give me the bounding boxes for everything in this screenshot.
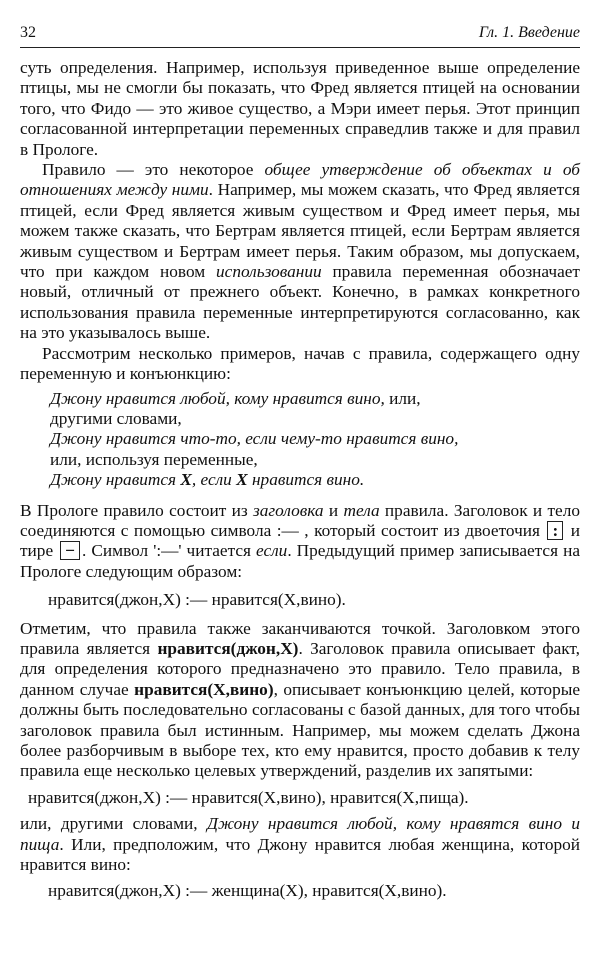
emphasis: общее утверждение об объектах и об отношениях между ними [20, 160, 581, 200]
code-example-2: нравится(джон,X) :— нравится(X,вино), нравится(X,пища). [28, 787, 469, 807]
variable-x: X [236, 470, 248, 490]
paragraph-5 [20, 619, 580, 782]
emphasis: Джону нравится любой, кому нравятся вино и пища [20, 814, 580, 854]
emphasis: если [256, 541, 288, 561]
text: или, другими словами, [20, 814, 207, 834]
text: В Прологе правило состоит из [20, 500, 254, 520]
example-line-5 [20, 470, 580, 490]
text: . Предыдущий пример записывается на Прологе следующим образом: [20, 541, 580, 581]
example-line-3 [20, 429, 580, 449]
example-text: Джону нравится любой, кому нравится вино, [50, 388, 385, 408]
dash-key: − [60, 541, 80, 560]
page-header [20, 24, 580, 46]
emphasis: заголовка [253, 500, 324, 520]
text: . Например, мы можем сказать, что Фред является птицей, если Фред является живым существом и Фред имеет перья, мы можем также сказать, что Бертрам является птицей, если Бертрам является живым существом и Бертрам имеет перья. Таким образом, мы допускаем, что при каждом новом [20, 180, 580, 282]
text: Правило — это некоторое [42, 160, 265, 180]
paragraph-3: Рассмотрим несколько примеров, начав с правила, содержащего одну переменную и конъюнкцию: [20, 343, 580, 384]
running-head: Гл. 1. Введение [478, 24, 580, 41]
text: и тире [20, 520, 580, 561]
example-text: , если [191, 470, 237, 490]
example-text: нравится вино. [247, 470, 365, 490]
code-example-1: нравится(джон,X) :— нравится(X,вино). [48, 590, 346, 610]
example-line-2: другими словами, [50, 408, 182, 428]
example-text: Джону нравится что-то, если чему-то нравится вино, [50, 429, 459, 449]
colon-key: : [547, 521, 563, 540]
emphasis: использовании [216, 262, 322, 282]
text: . Символ ':—' читается [82, 541, 257, 561]
example-line-1 [20, 389, 580, 409]
text: или, [384, 388, 421, 408]
text: правила переменная обозначает новый, отличный от прежнего объект. Конечно, в рамках конкретного использования правила переменные интерпретируются согласованно, как на это указывалось выше. [20, 262, 580, 343]
code-example-3: нравится(джон,X) :— женщина(X), нравится(X,вино). [48, 881, 447, 901]
text: правила. Заголовок и тело соединяются с помощью символа :— , который состоит из двоеточия [20, 500, 580, 540]
example-text: Джону нравится [50, 470, 181, 490]
page-content [20, 58, 580, 902]
example-line-4: или, используя переменные, [50, 449, 258, 469]
page-number: 32 [20, 24, 36, 41]
bold-term: нравится(джон,X) [157, 638, 299, 658]
text: . Заголовок правила описывает факт, для определения которого предназначено это правило. Тело правила, в данном случае [20, 638, 580, 699]
variable-x: X [180, 470, 192, 490]
paragraph-1: суть определения. Например, используя приведенное выше определение птицы, мы не смогли бы показать, что Фред является птицей на основании того, что Фидо — это живое существо, а Мэри имеет перья. Этот принцип согласованной интерпретации переменных справедлив также и для правил в Прологе. [20, 58, 580, 159]
paragraph-4 [20, 501, 580, 583]
text: , описывает конъюнкцию целей, которые должны быть последовательно согласованы с базой данных, для того чтобы заголовок правила был истинным. Например, мы можем сделать Джона более разборчивым в выборе тех, кто ему нравится, просто добавив к телу правила еще несколько целевых утверждений, разделив их запятыми: [20, 679, 580, 781]
text: и [323, 500, 344, 520]
emphasis: тела [343, 500, 380, 520]
text: Отметим, что правила также заканчиваются точкой. Заголовком этого правила является [20, 618, 580, 658]
bold-term: нравится(X,вино) [134, 679, 274, 699]
text: . Или, предположим, что Джону нравится любая женщина, которой нравится вино: [20, 834, 580, 875]
paragraph-6 [20, 814, 580, 875]
paragraph-2 [20, 160, 580, 344]
header-rule [20, 47, 580, 48]
